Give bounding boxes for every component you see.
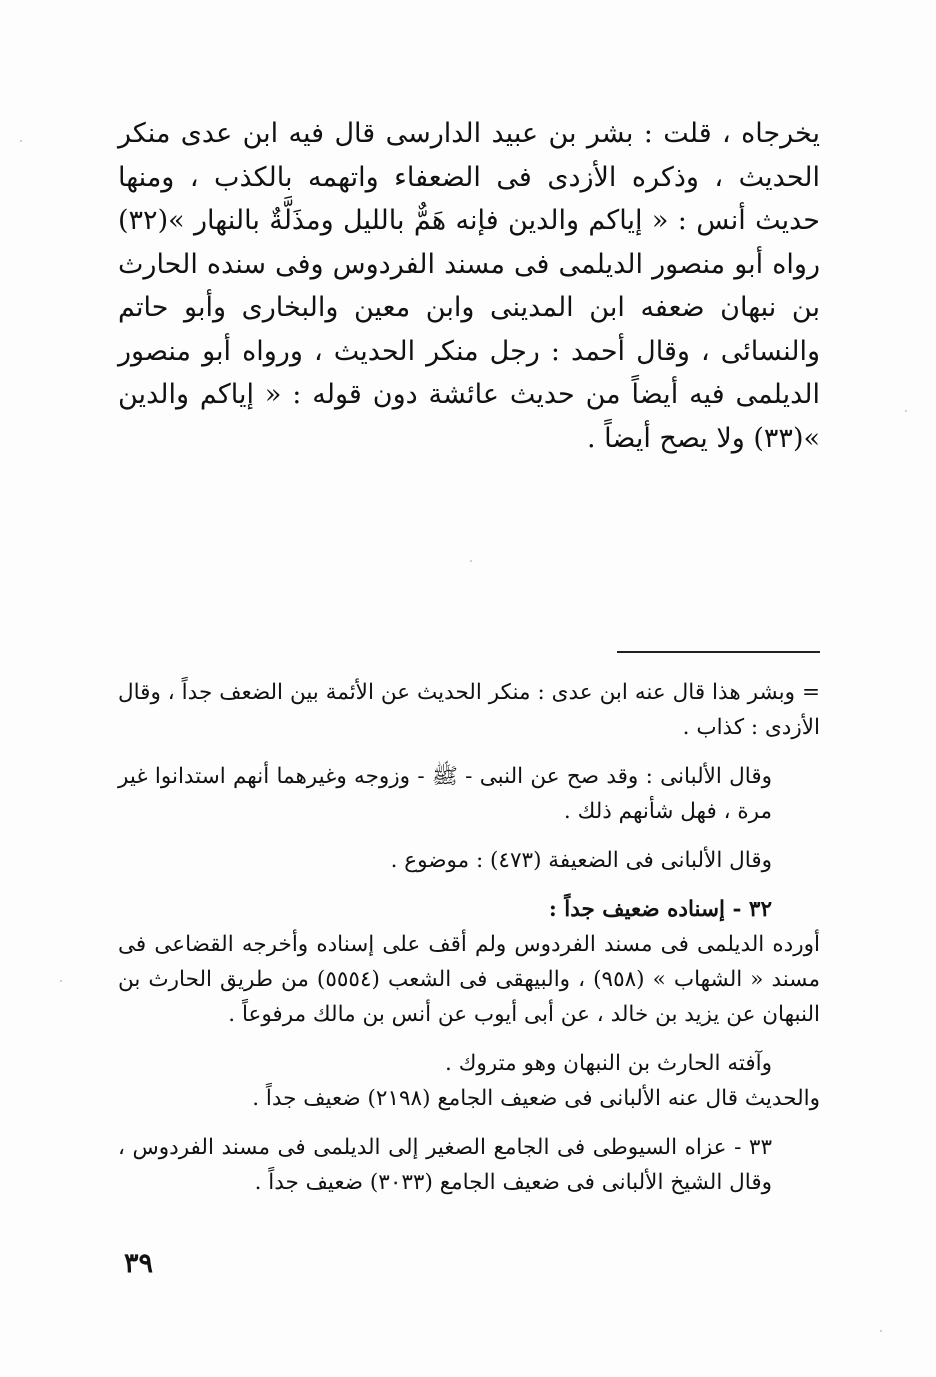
scan-speck xyxy=(20,140,22,142)
footnote-32-heading: ٣٢ - إسناده ضعيف جداً : xyxy=(548,897,772,922)
main-text xyxy=(118,112,820,460)
scan-speck xyxy=(905,410,907,412)
footnote-33: ٣٣ - عزاه السيوطى فى الجامع الصغير إلى الديلمى فى مسند الفردوس ، وقال الشيخ الألبانى فى ضعيف الجامع (٣٠٣٣) ضعيف جداً . xyxy=(118,1135,772,1195)
scan-speck xyxy=(470,560,472,562)
scan-speck xyxy=(880,1330,882,1332)
footnote-32-body: أورده الديلمى فى مسند الفردوس ولم أقف على إسناده وأخرجه القضاعى فى مسند « الشهاب » (٩٥٨) ، والبيهقى فى الشعب (٥٥٥٤) من طريق الحارث بن النبهان عن يزيد بن خالد ، عن أبى أيوب عن أنس بن مالك مرفوعاً . xyxy=(118,932,820,1027)
footnote-continuation: = وبشر هذا قال عنه ابن عدى : منكر الحديث عن الأئمة بين الضعف جداً ، وقال الأزدى : كذاب . xyxy=(118,680,820,740)
scan-speck xyxy=(60,980,62,982)
footnote-separator xyxy=(617,651,820,653)
footnote-albani-remark: وقال الألبانى : وقد صح عن النبى - ﷺ - وزوجه وغيرهما أنهم استدانوا غير مرة ، فهل شأنهم ذلك . xyxy=(118,764,772,824)
main-paragraph: يخرجاه ، قلت : بشر بن عبيد الدارسى قال فيه ابن عدى منكر الحديث ، وذكره الأزدى فى الضعفاء واتهمه بالكذب ، ومنها حديث أنس : « إياكم والدين فإنه هَمٌّ بالليل ومذَلَّةٌ بالنهار »(٣٢) رواه أبو منصور الديلمى فى مسند الفردوس وفى سنده الحارث بن نبهان ضعفه ابن المدينى وابن معين والبخارى وأبو حاتم والنسائى ، وقال أحمد : رجل منكر الحديث ، ورواه أبو منصور الديلمى فيه أيضاً من حديث عائشة دون قوله : « إياكم والدين »(٣٣) ولا يصح أيضاً . xyxy=(118,118,820,454)
page-number: ٣٩ xyxy=(124,1248,154,1279)
footnote-32-albani: والحديث قال عنه الألبانى فى ضعيف الجامع (٢١٩٨) ضعيف جداً . xyxy=(252,1086,820,1111)
footnotes xyxy=(118,675,820,1200)
footnote-32-flaw: وآفته الحارث بن النبهان وهو متروك . xyxy=(445,1051,772,1076)
footnote-albani-daifa: وقال الألبانى فى الضعيفة (٤٧٣) : موضوع . xyxy=(390,848,772,873)
